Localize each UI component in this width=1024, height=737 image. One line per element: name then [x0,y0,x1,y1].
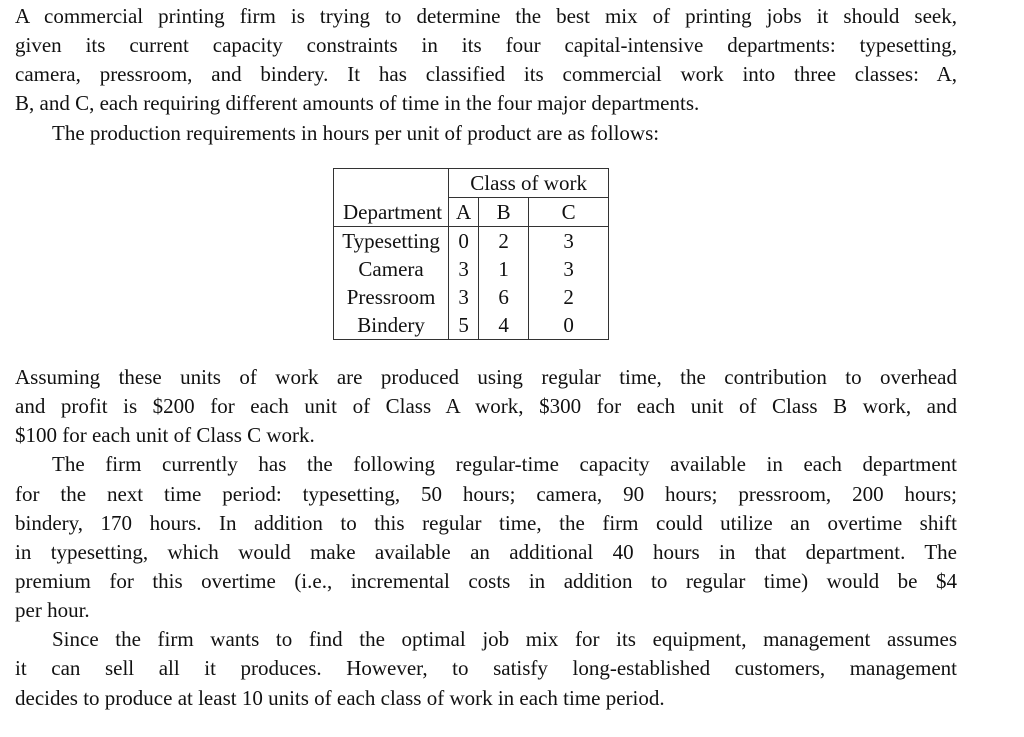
value-cell: 2 [529,283,609,311]
column-header-a: A [449,198,479,227]
text-line: in typesetting, which would make available an additional 40 hours in that department. The [15,539,957,564]
value-cell: 3 [529,227,609,256]
department-name: Bindery [334,311,449,340]
table-row [334,227,609,256]
value-cell: 3 [529,255,609,283]
text-line: A commercial printing firm is trying to determine the best mix of printing jobs it should seek, [15,4,957,28]
column-header-c: C [529,198,609,227]
text-line: Since the firm wants to find the optimal job mix for its equipment, management assumes [52,627,957,652]
text-line: premium for this overtime (i.e., incremental costs in addition to regular time) would be $4 [15,568,957,593]
value-cell: 6 [479,283,529,311]
value-cell: 3 [449,283,479,311]
department-header: Department [334,198,449,227]
text-line: given its current capacity constraints in its four capital-intensive departments: typesetting, [15,33,957,58]
column-header-b: B [479,198,529,227]
value-cell: 3 [449,255,479,283]
text-line: it can sell all it produces. However, to satisfy long-established customers, management [15,656,957,681]
department-name: Pressroom [334,283,449,311]
text-line: camera, pressroom, and bindery. It has classified its commercial work into three classes: A, [15,62,957,87]
table-row [334,283,609,311]
value-cell: 0 [529,311,609,340]
department-name: Camera [334,255,449,283]
table-row [334,255,609,283]
text-line: The firm currently has the following regular-time capacity available in each department [52,452,957,477]
empty-corner-cell [334,169,449,198]
text-line: per hour. [15,598,90,623]
value-cell: 0 [449,227,479,256]
text-line: decides to produce at least 10 units of each class of work in each time period. [15,685,665,710]
intro-paragraph [15,2,957,148]
text-line: Assuming these units of work are produced using regular time, the contribution to overhead [15,365,957,389]
body-paragraphs [15,363,957,713]
text-line: and profit is $200 for each unit of Class A work, $300 for each unit of Class B work, and [15,394,957,419]
class-of-work-header: Class of work [449,169,609,198]
department-name: Typesetting [334,227,449,256]
value-cell: 4 [479,311,529,340]
table-row [334,311,609,340]
value-cell: 5 [449,311,479,340]
text-line: $100 for each unit of Class C work. [15,423,315,448]
text-line: The production requirements in hours per unit of product are as follows: [52,120,660,145]
production-requirements-table [333,168,609,340]
text-line: bindery, 170 hours. In addition to this regular time, the firm could utilize an overtime shift [15,510,957,535]
value-cell: 1 [479,255,529,283]
value-cell: 2 [479,227,529,256]
text-line: B, and C, each requiring different amounts of time in the four major departments. [15,91,700,116]
text-line: for the next time period: typesetting, 50 hours; camera, 90 hours; pressroom, 200 hours; [15,481,957,506]
